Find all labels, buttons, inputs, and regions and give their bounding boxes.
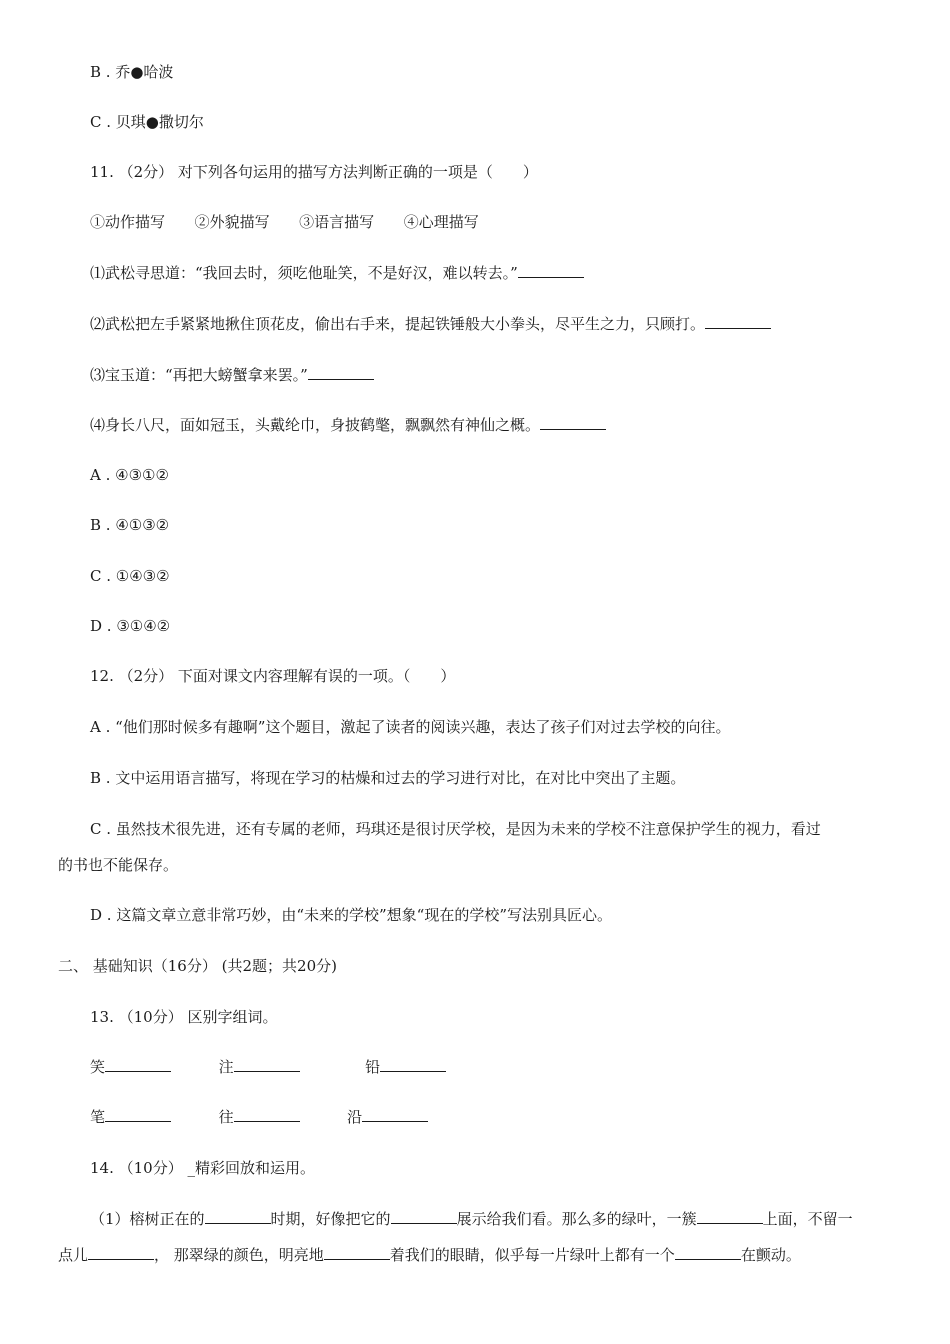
method-4: ④心理描写 [403,213,479,231]
text: 展示给我们看。那么多的绿叶，一簇 [456,1210,697,1228]
answer-blank[interactable] [88,1245,154,1260]
answer-blank[interactable] [540,415,606,430]
char: 铅 [365,1058,381,1076]
char: 注 [218,1058,234,1076]
char: 笔 [90,1108,106,1126]
text: （1）榕树正在的 [90,1210,205,1228]
sentence-text: ⑴武松寻思道：“我回去时，须吃他耻笑，不是好汉，难以转去。” [90,264,518,282]
q12-option-c-line2: 的书也不能保存。 [58,856,179,874]
q11-option-a[interactable]: A . ④③①② [90,466,169,484]
answer-blank[interactable] [105,1057,171,1072]
char: 沿 [347,1108,363,1126]
answer-blank[interactable] [105,1107,171,1122]
text: 上面，不留一 [762,1210,853,1228]
text: 时期，好像把它的 [270,1210,391,1228]
q12-option-c-line1[interactable]: C . 虽然技术很先进，还有专属的老师，玛琪还是很讨厌学校，是因为未来的学校不注意保护学生的视力，看过 [90,820,821,838]
q13-row-1 [90,1056,446,1078]
answer-blank[interactable] [705,314,771,329]
answer-blank[interactable] [324,1245,390,1260]
q14-header: 14. （10分） _精彩回放和运用。 [90,1159,315,1177]
answer-blank[interactable] [362,1107,428,1122]
q11-sentence-1 [90,262,584,284]
method-1: ①动作描写 [90,213,166,231]
q11-header: 11. （2分） 对下列各句运用的描写方法判断正确的一项是（ ） [90,163,538,181]
q11-option-d[interactable]: D . ③①④② [90,617,171,635]
q11-sentence-3 [90,364,374,386]
text: 在颤动。 [740,1246,801,1264]
answer-blank[interactable] [234,1057,300,1072]
q11-option-c[interactable]: C . ①④③② [90,567,170,585]
q14-paragraph-line1 [90,1208,853,1230]
q12-header: 12. （2分） 下面对课文内容理解有误的一项。（ ） [90,667,456,685]
answer-blank[interactable] [697,1209,763,1224]
q11-option-b[interactable]: B . ④①③② [90,516,170,534]
q11-sentence-2 [90,313,771,335]
char: 笑 [90,1058,106,1076]
q10-option-c: C . 贝琪●撒切尔 [90,113,204,131]
q12-option-a[interactable]: A . “他们那时候多有趣啊”这个题目，激起了读者的阅读兴趣，表达了孩子们对过去学校的向往。 [90,718,731,736]
q13-row-2 [90,1106,428,1128]
sentence-text: ⑶宝玉道：“再把大螃蟹拿来罢。” [90,366,308,384]
answer-blank[interactable] [391,1209,457,1224]
sentence-text: ⑷身长八尺，面如冠玉，头戴纶巾，身披鹤氅，飘飘然有神仙之概。 [90,416,541,434]
answer-blank[interactable] [308,365,374,380]
q12-option-d[interactable]: D . 这篇文章立意非常巧妙，由“未来的学校”想象“现在的学校”写法别具匠心。 [90,906,613,924]
char: 往 [218,1108,234,1126]
q12-option-b[interactable]: B . 文中运用语言描写，将现在学习的枯燥和过去的学习进行对比，在对比中突出了主题。 [90,769,686,787]
answer-blank[interactable] [234,1107,300,1122]
answer-blank[interactable] [675,1245,741,1260]
answer-blank[interactable] [380,1057,446,1072]
answer-blank[interactable] [518,263,584,278]
sentence-text: ⑵武松把左手紧紧地揪住顶花皮，偷出右手来，提起铁锤般大小拳头，尽平生之力，只顾打。 [90,315,706,333]
q14-paragraph-line2 [58,1244,801,1266]
text: 点儿 [58,1246,89,1264]
text: ， 那翠绿的颜色，明亮地 [154,1246,324,1264]
text: 着我们的眼睛，似乎每一片绿叶上都有一个 [389,1246,675,1264]
q11-sentence-4 [90,414,606,436]
method-3: ③语言描写 [299,213,375,231]
section-2-title: 二、 基础知识（16分） (共2题；共20分) [58,957,337,975]
q11-methods [90,211,479,233]
q13-header: 13. （10分） 区别字组词。 [90,1008,278,1026]
answer-blank[interactable] [205,1209,271,1224]
method-2: ②外貌描写 [194,213,270,231]
q10-option-b: B . 乔●哈波 [90,63,174,81]
